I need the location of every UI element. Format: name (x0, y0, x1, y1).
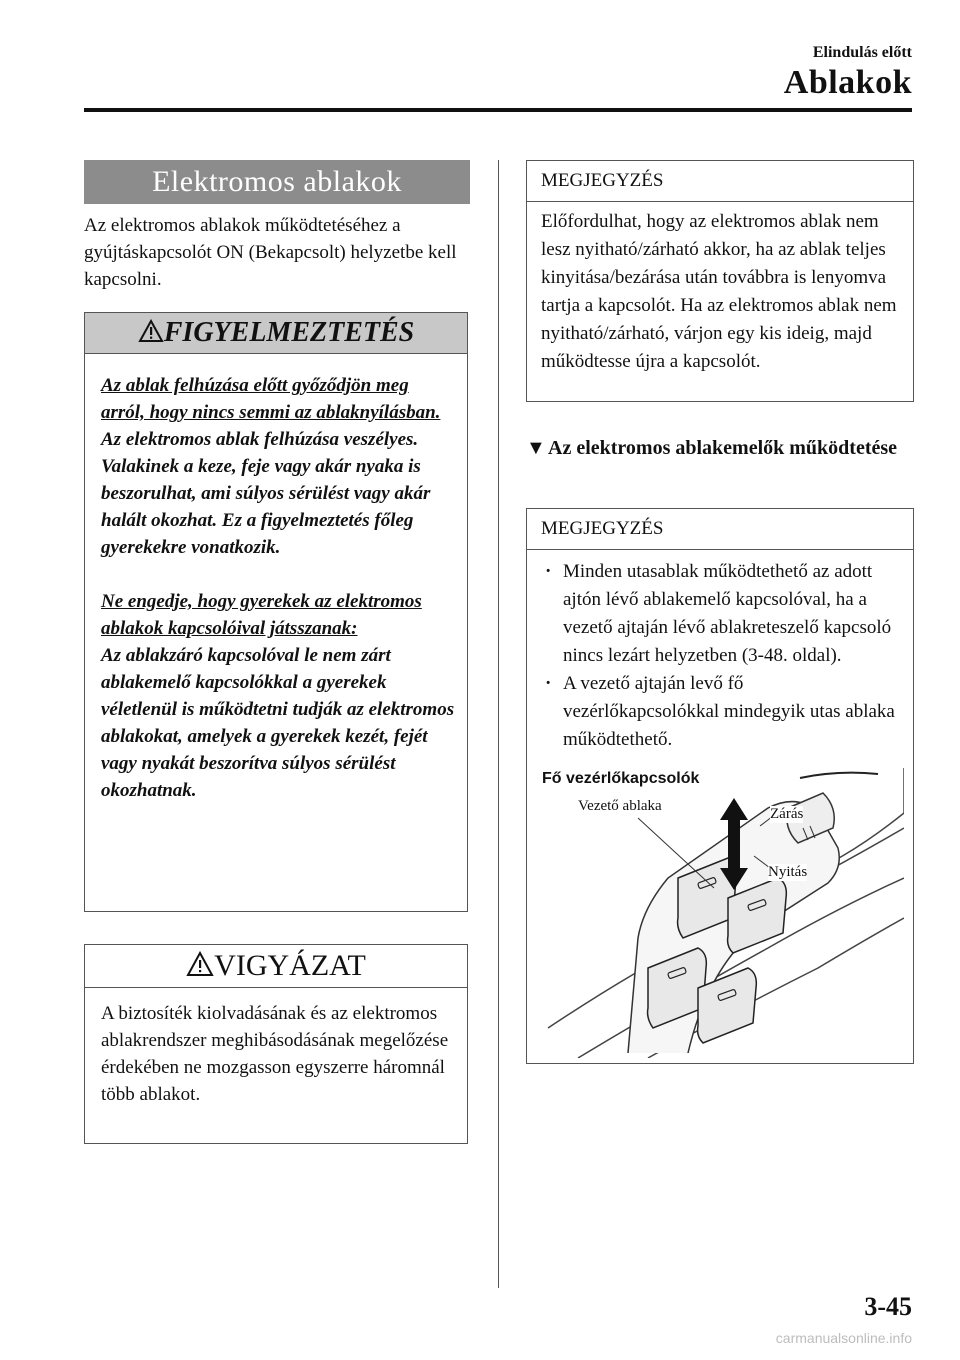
warning-para1-body: Az elektromos ablak felhúzása veszélyes. Valakinek a keze, feje vagy akár nyaka is beszorulhat, ami súlyos sérülést vagy akár halált okozhat. Ez a figyelmeztetés főleg gyerekekre vonatkozik. (101, 429, 431, 558)
label-close: Zárás (770, 806, 804, 822)
note2-bullet-list (527, 550, 913, 754)
list-item: · A vezető ajtaján levő fő vezérlőkapcsolókkal mindegyik utas ablaka működtethető. (541, 670, 903, 754)
warning-para2-body: Az ablakzáró kapcsolóval le nem zárt ablakemelő kapcsolókkal a gyerekek véletlenül is működtetni tudják az elektromos ablakokat, amelyek a gyerekek kezét, fejét vagy nyakát beszorítva súlyos sérülést okozhatnak. (101, 645, 455, 801)
caution-box (84, 944, 468, 1144)
warning-triangle-icon (138, 319, 164, 343)
warning-para1-title: Az ablak felhúzása előtt győződjön meg arról, hogy nincs semmi az ablaknyílásban. (101, 375, 441, 423)
triangle-marker-icon: ▼ (526, 437, 546, 459)
subsection-heading-text: Az elektromos ablakemelők működtetése (548, 437, 898, 459)
caution-triangle-icon (186, 951, 214, 977)
label-open: Nyitás (768, 864, 808, 880)
header-rule (84, 108, 912, 112)
section-title: Elektromos ablakok (84, 160, 470, 204)
subsection-heading (526, 434, 914, 462)
list-item: · Minden utasablak működtethető az adott ajtón lévő ablakemelő kapcsolóval, ha a vezető ajtaján lévő ablakreteszelő kapcsoló nincs lezárt helyzetben (3-48. oldal). (541, 558, 903, 670)
warning-para2-title: Ne engedje, hogy gyerekek az elektromos ablakok kapcsolóival játsszanak: (101, 591, 422, 639)
warning-header (85, 313, 467, 354)
intro-text: Az elektromos ablakok működtetéséhez a gyújtáskapcsolót ON (Bekapcsolt) helyzetbe kell kapcsolni. (84, 215, 457, 290)
caution-body: A biztosíték kiolvadásának és az elektromos ablakrendszer meghibásodásának megelőzése érdekében ne mozgasson egyszerre háromnál több ablakot. (101, 1003, 449, 1105)
label-driver-window: Vezető ablaka (578, 798, 662, 814)
caution-header (85, 945, 467, 988)
diagram-title: Fő vezérlőkapcsolók (542, 770, 700, 787)
page-number: 3-45 (864, 1292, 912, 1321)
page-title: Ablakok (783, 64, 912, 101)
footer-watermark: carmanualsonline.info (775, 1330, 912, 1346)
chapter-label: Elindulás előtt (812, 44, 912, 61)
note2-heading: MEGJEGYZÉS (527, 509, 913, 550)
column-divider (498, 160, 499, 1288)
note1-heading: MEGJEGYZÉS (527, 161, 913, 202)
caution-heading: VIGYÁZAT (214, 949, 366, 982)
warning-box (84, 312, 468, 912)
note1-body: Előfordulhat, hogy az elektromos ablak nem lesz nyitható/zárható akkor, ha az ablak teljes kinyitása/bezárása után továbbra is lenyomva tartja a kapcsolót. Ha az elektromos ablak nem nyitható/zárható, várjon egy kis ideig, majd működtesse újra a kapcsolót. (541, 211, 897, 372)
note-box-1 (526, 160, 914, 402)
warning-heading: FIGYELMEZTETÉS (163, 317, 415, 348)
